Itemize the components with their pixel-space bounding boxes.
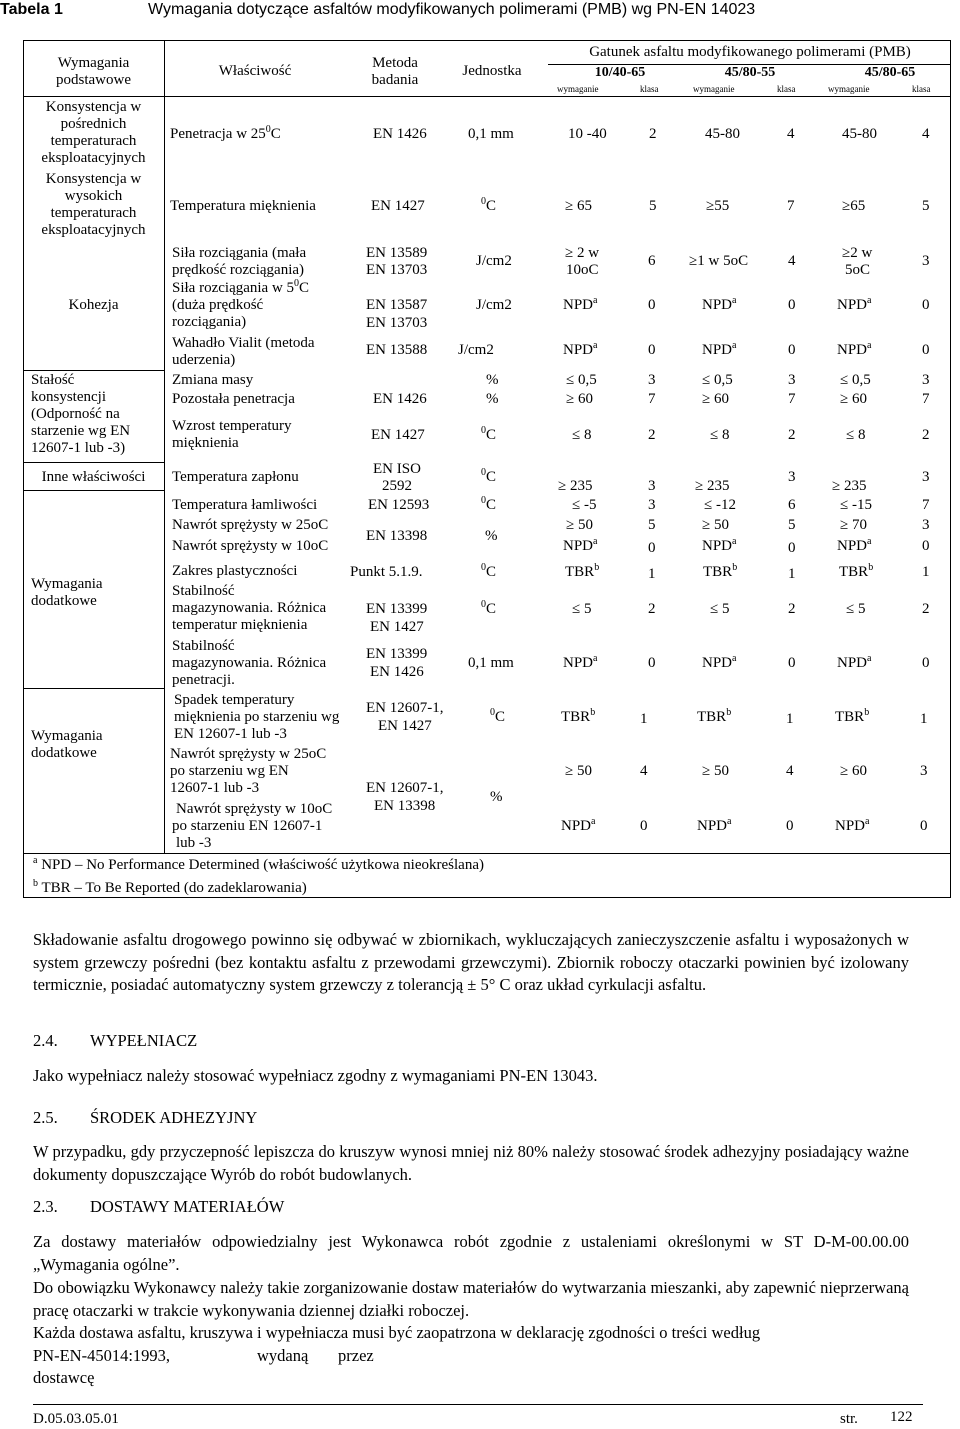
footnote-divider (23, 853, 951, 854)
cell: 10 -40 (568, 126, 607, 142)
header-sub: klasa (777, 84, 796, 94)
cell: % (490, 789, 503, 805)
cell: ≥ 50 (566, 517, 593, 533)
cell: 0 (922, 342, 930, 358)
cell: Zmiana masy (172, 372, 254, 388)
cell: 0 (788, 655, 796, 671)
paragraph: Jako wypełniacz należy stosować wypełniacz zgodny z wymaganiami PN-EN 13043. (33, 1066, 598, 1085)
footer-page-number: 122 (890, 1409, 913, 1425)
cell: Wahadło Vialit (metoda (172, 335, 315, 351)
cell: Siła rozciągania (mała (172, 245, 307, 261)
cell: TBR$^b$ (703, 562, 738, 580)
cell: Pozostała penetracja (172, 391, 295, 407)
section-title: DOSTAWY MATERIAŁÓW (90, 1197, 285, 1216)
cell: penetracji. (172, 672, 235, 688)
group-divider (23, 688, 164, 689)
group-divider (23, 370, 164, 371)
cell: ≥ 60 (566, 391, 593, 407)
cell: 0 (648, 342, 656, 358)
cell: ≥ 50 (565, 763, 592, 779)
cell: 7 (787, 198, 795, 214)
cell: Temperatura zapłonu (172, 469, 299, 485)
cell: 3 (922, 517, 930, 533)
cell: 6 (648, 253, 656, 269)
cell: ≥1 w 5oC (689, 253, 749, 269)
group-label: Konsystencja w pośrednich temperaturach eksploatacyjnych (41, 99, 146, 166)
cell: TBR$^b$ (565, 562, 600, 580)
cell: 2 (788, 427, 796, 443)
section-number: 2.5. (33, 1108, 58, 1127)
cell: NPD$^a$ (837, 536, 872, 554)
header-sub: klasa (912, 84, 931, 94)
cell: 12607-1 lub -3 (170, 780, 260, 796)
header-property: Właściwość (218, 63, 292, 79)
cell: EN 13398 (366, 528, 428, 544)
cell: 3 (648, 478, 656, 494)
cell: % (486, 372, 499, 388)
cell: Stabilność (172, 583, 235, 599)
cell: 3 (922, 372, 930, 388)
footer-rule (33, 1404, 923, 1405)
cell: % (486, 391, 499, 407)
cell: 2592 (382, 478, 412, 494)
cell: TBR$^b$ (561, 707, 596, 725)
cell: ≤ 0,5 (566, 372, 597, 388)
cell: 45-80 (705, 126, 740, 142)
cell: $^0$C (481, 196, 497, 214)
cell: Siła rozciągania w $5^0C$ (172, 278, 310, 296)
cell: EN 13398 (374, 798, 436, 814)
cell: 0 (786, 818, 794, 834)
cell: 0 (922, 297, 930, 313)
cell: 3 (922, 469, 930, 485)
cell: EN 1426 (373, 126, 427, 142)
cell: 1 (786, 711, 794, 727)
header-grade: 45/80-65 (864, 65, 916, 80)
cell: 5 (922, 198, 930, 214)
cell: 0 (920, 818, 928, 834)
cell: 0,1 mm (468, 126, 514, 142)
cell: EN 1427 (378, 718, 432, 734)
footer-code: D.05.03.05.01 (33, 1411, 119, 1427)
cell: 4 (640, 763, 648, 779)
cell: ≥ 2 w (565, 245, 600, 261)
cell: Wzrost temperatury (172, 418, 292, 434)
cell: ≤ 5 (572, 601, 592, 617)
cell: EN 13399 (366, 601, 428, 617)
cell: 7 (788, 391, 796, 407)
group-label: Kohezja (68, 297, 119, 313)
cell: ≥ 60 (840, 763, 867, 779)
cell: 0 (640, 818, 648, 834)
cell: mięknienia (172, 435, 239, 451)
cell: 6 (788, 497, 796, 513)
paragraph: Za dostawy materiałów odpowiedzialny jest Wykonawca robót zgodnie z ustaleniami określonymi w ST D-M-00.00.00 „Wymagania ogólne”. (33, 1232, 909, 1274)
cell: ≤ -12 (704, 497, 736, 513)
footer-page-label: str. (840, 1411, 858, 1427)
table-row: Penetracja w $25^0C$ (170, 124, 281, 142)
cell: 3 (788, 469, 796, 485)
paragraph-line: dostawcę (33, 1368, 95, 1387)
cell: Temperatura mięknienia (170, 198, 316, 214)
cell: 0 (788, 342, 796, 358)
cell: Nawrót sprężysty w 10oC (172, 538, 329, 554)
cell: TBR$^b$ (697, 707, 732, 725)
cell: (duża prędkość (172, 297, 264, 313)
cell: 1 (648, 566, 656, 582)
group-divider (23, 490, 164, 491)
cell: po starzeniu EN 12607-1 (172, 818, 323, 834)
cell: magazynowania. Różnica (172, 600, 327, 616)
cell: 0 (648, 655, 656, 671)
section-number: 2.3. (33, 1197, 58, 1216)
cell: rozciągania) (172, 314, 247, 330)
cell: Nawrót sprężysty w 25oC (170, 746, 327, 762)
cell: ≤ 8 (572, 427, 592, 443)
cell: 3 (920, 763, 928, 779)
cell: 4 (922, 126, 930, 142)
cell: EN 1427 (371, 198, 425, 214)
cell: Punkt 5.1.9. (350, 564, 423, 580)
header-method: Metoda badania (371, 55, 419, 88)
cell: $^0$C (481, 467, 497, 485)
cell: $^0$C (481, 562, 497, 580)
cell: ≥ 235 (832, 478, 867, 494)
cell: $^0$C (490, 707, 506, 725)
cell: ≥ 235 (695, 478, 730, 494)
header-grade-group: Gatunek asfaltu modyfikowanego polimerami (PMB) (589, 44, 911, 60)
cell: $^0$C (481, 495, 497, 513)
cell: 0 (922, 538, 930, 554)
cell: 0,1 mm (468, 655, 514, 671)
paragraph-line: wydaną (257, 1346, 309, 1365)
cell: NPD$^a$ (702, 295, 737, 313)
cell: EN 12593 (368, 497, 430, 513)
cell: J/cm2 (458, 342, 494, 358)
cell: ≥ 65 (565, 198, 592, 214)
cell: EN 13399 (366, 646, 428, 662)
cell: Spadek temperatury (174, 692, 295, 708)
cell: ≥ 60 (702, 391, 729, 407)
cell: $^0$C (481, 425, 497, 443)
cell: J/cm2 (476, 297, 512, 313)
cell: NPD$^a$ (563, 536, 598, 554)
cell: NPD$^a$ (702, 340, 737, 358)
cell: 7 (922, 497, 930, 513)
cell: EN 13703 (366, 262, 428, 278)
cell: EN 12607-1, (366, 780, 444, 796)
cell: uderzenia) (172, 352, 236, 368)
cell: temperatur mięknienia (172, 617, 308, 633)
cell: Nawrót sprężysty w 25oC (172, 517, 329, 533)
section-number: 2.4. (33, 1031, 58, 1050)
cell: 7 (922, 391, 930, 407)
cell: NPD$^a$ (697, 816, 732, 834)
cell: magazynowania. Różnica (172, 655, 327, 671)
cell: 3 (648, 497, 656, 513)
cell: ≤ -15 (840, 497, 872, 513)
cell: EN 13588 (366, 342, 428, 358)
header-sub: wymaganie (557, 84, 599, 94)
cell: 1 (920, 711, 928, 727)
cell: EN ISO (373, 461, 421, 477)
cell: ≤ 8 (710, 427, 730, 443)
cell: NPD$^a$ (561, 816, 596, 834)
cell: NPD$^a$ (837, 653, 872, 671)
paragraph-line: przez (338, 1346, 374, 1365)
cell: ≥65 (842, 198, 866, 214)
table-label: Tabela 1 (0, 1, 63, 18)
cell: 10oC (566, 262, 599, 278)
header-grade: 45/80-55 (724, 65, 776, 80)
footnote: $^a$ NPD – No Performance Determined (właściwość użytkowa nieokreślana) (33, 855, 484, 873)
cell: NPD$^a$ (702, 653, 737, 671)
cell: mięknienia po starzeniu wg (174, 709, 340, 725)
cell: EN 13703 (366, 315, 428, 331)
cell: ≥ 60 (840, 391, 867, 407)
cell: 0 (922, 655, 930, 671)
cell: 2 (648, 601, 656, 617)
cell: EN 1427 (370, 619, 424, 635)
header-grade: 10/40-65 (594, 65, 646, 80)
cell: 5 (649, 198, 657, 214)
cell: Zakres plastyczności (172, 563, 298, 579)
cell: Nawrót sprężysty w 10oC (176, 801, 333, 817)
header-unit: Jednostka (462, 63, 522, 79)
cell: ≥55 (706, 198, 730, 214)
paragraph: W przypadku, gdy przyczepność lepiszcza do kruszyw wynosi mniej niż 80% należy stosować środek adhezyjny posiadający ważne dokumenty dopuszczające Wyrób do robót budowlanych. (33, 1142, 909, 1184)
header-divider (23, 96, 951, 97)
cell: ≥2 w (842, 245, 873, 261)
cell: ≥ 235 (558, 478, 593, 494)
cell: NPD$^a$ (563, 653, 598, 671)
cell: 7 (648, 391, 656, 407)
cell: 5 (788, 517, 796, 533)
section-title: ŚRODEK ADHEZYJNY (90, 1108, 258, 1127)
cell: 2 (648, 427, 656, 443)
cell: Temperatura łamliwości (172, 497, 318, 513)
cell: 3 (648, 372, 656, 388)
cell: 2 (788, 601, 796, 617)
cell: lub -3 (176, 835, 212, 851)
group-label: Inne właściwości (41, 469, 146, 485)
cell: EN 1427 (371, 427, 425, 443)
cell: 4 (787, 126, 795, 142)
group-label: Wymagania dodatkowe (31, 728, 103, 761)
cell: NPD$^a$ (837, 340, 872, 358)
cell: J/cm2 (476, 253, 512, 269)
cell: NPD$^a$ (563, 295, 598, 313)
cell: ≤ -5 (572, 497, 597, 513)
cell: 5 (648, 517, 656, 533)
header-sub: wymaganie (828, 84, 870, 94)
cell: EN 1426 (373, 391, 427, 407)
cell: EN 12607-1, (366, 700, 444, 716)
cell: EN 12607-1 lub -3 (174, 726, 287, 742)
group-divider (23, 462, 164, 463)
cell: ≤ 5 (710, 601, 730, 617)
section-title: WYPEŁNIACZ (90, 1031, 198, 1050)
cell: 5oC (845, 262, 871, 278)
cell: EN 13589 (366, 245, 428, 261)
header-sub: klasa (640, 84, 659, 94)
cell: 0 (648, 297, 656, 313)
cell: ≤ 5 (846, 601, 866, 617)
cell: $^0$C (481, 599, 497, 617)
cell: EN 13587 (366, 297, 428, 313)
table-title: Wymagania dotyczące asfaltów modyfikowanych polimerami (PMB) wg PN-EN 14023 (148, 1, 756, 18)
cell: NPD$^a$ (835, 816, 870, 834)
first-column-divider (164, 40, 165, 853)
cell: ≥ 50 (702, 763, 729, 779)
cell: 3 (788, 372, 796, 388)
cell: EN 1426 (370, 664, 424, 680)
cell: 1 (788, 566, 796, 582)
cell: 2 (922, 601, 930, 617)
cell: NPD$^a$ (702, 536, 737, 554)
cell: 3 (922, 253, 930, 269)
header-basic-requirements: Wymagania podstawowe (56, 55, 131, 88)
cell: prędkość rozciągania) (172, 262, 305, 278)
header-sub: wymaganie (693, 84, 735, 94)
paragraph: Do obowiązku Wykonawcy należy takie zorganizowanie dostaw materiałów do wytwarzania mieszanki, aby zapewnić nieprzerwaną pracę otaczarki w trakcie wykonywania dziennej działki roboczej. (33, 1278, 909, 1320)
cell: ≤ 8 (846, 427, 866, 443)
cell: Stabilność (172, 638, 235, 654)
cell: 0 (788, 540, 796, 556)
cell: TBR$^b$ (839, 562, 874, 580)
cell: % (485, 528, 498, 544)
cell: TBR$^b$ (835, 707, 870, 725)
cell: ≤ 0,5 (840, 372, 871, 388)
group-label: Stałość konsystencji (Odporność na starzenie wg EN 12607-1 lub -3) (31, 372, 131, 456)
group-label: Wymagania dodatkowe (31, 576, 103, 609)
cell: 2 (649, 126, 657, 142)
cell: 1 (640, 711, 648, 727)
group-label: Konsystencja w wysokich temperaturach eksploatacyjnych (41, 171, 146, 238)
cell: 2 (922, 427, 930, 443)
paragraph: Każda dostawa asfaltu, kruszywa i wypełniacza musi być zaopatrzona w deklarację zgodności o treści według (33, 1323, 761, 1342)
cell: 4 (786, 763, 794, 779)
cell: NPD$^a$ (837, 295, 872, 313)
cell: 0 (788, 297, 796, 313)
paragraph: Składowanie asfaltu drogowego powinno się odbywać w zbiornikach, wykluczających zanieczyszczenie asfaltu i wyposażonych w system grzewczy pośredni (bez kontaktu asfaltu z przewodami grzewczymi). Zbiornik roboczy otaczarki powinien być izolowany termicznie, posiadać automatyczny system grzewczy z tolerancją ± 5° C oraz układ cyrkulacji asfaltu. (33, 930, 909, 994)
paragraph-line: PN-EN-45014:1993, (33, 1346, 171, 1365)
cell: 45-80 (842, 126, 877, 142)
cell: 0 (648, 540, 656, 556)
cell: ≥ 70 (840, 517, 867, 533)
cell: ≥ 50 (702, 517, 729, 533)
cell: 4 (788, 253, 796, 269)
cell: NPD$^a$ (563, 340, 598, 358)
cell: 1 (922, 564, 930, 580)
footnote: $^b$ TBR – To Be Reported (do zadeklarowania) (33, 878, 307, 896)
cell: ≤ 0,5 (702, 372, 733, 388)
cell: po starzeniu wg EN (170, 763, 289, 779)
